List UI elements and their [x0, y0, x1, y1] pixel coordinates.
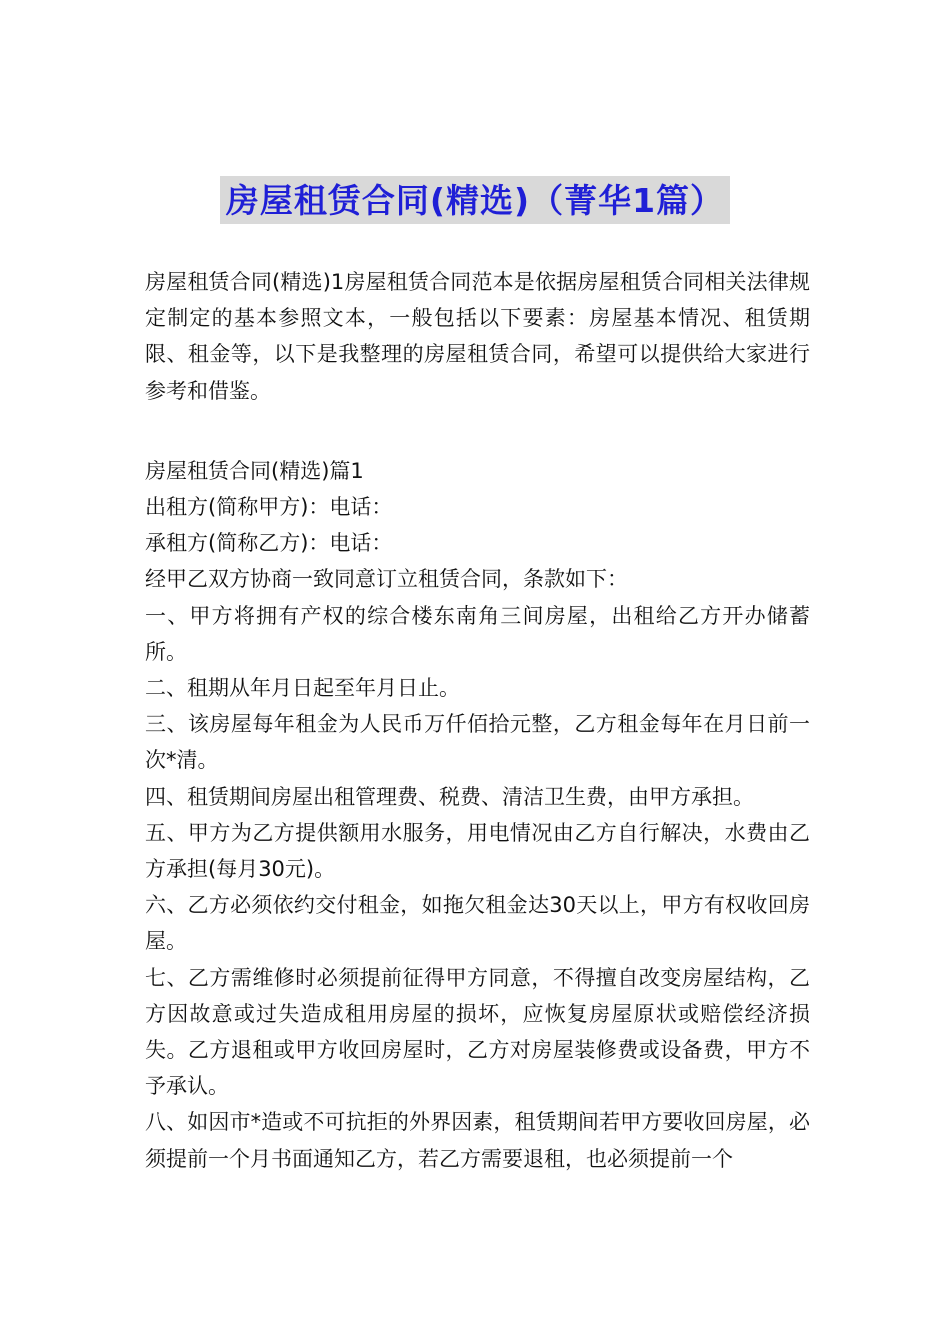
- lessor-line: 出租方(简称甲方)：电话：: [145, 495, 393, 520]
- clause-2: 二、租期从年月日起至年月日止。: [145, 676, 460, 701]
- clause-8: 八、如因市*造或不可抗拒的外界因素，租赁期间若甲方要收回房屋，必须提前一个月书面通知乙方，若乙方需要退租，也必须提前一个: [145, 1110, 810, 1171]
- paragraph-gap: [145, 409, 810, 453]
- lessee-line: 承租方(简称乙方)：电话：: [145, 531, 393, 556]
- clause-1: 一、甲方将拥有产权的综合楼东南角三间房屋，出租给乙方开办储蓄所。: [145, 603, 810, 664]
- clause-6: 六、乙方必须依约交付租金，如拖欠租金达30天以上，甲方有权收回房屋。: [145, 893, 810, 954]
- clause-5: 五、甲方为乙方提供额用水服务，用电情况由乙方自行解决，水费由乙方承担(每月30元)。: [145, 820, 810, 882]
- clause-3: 三、该房屋每年租金为人民币万仟佰拾元整，乙方租金每年在月日前一次*清。: [145, 712, 810, 773]
- clause-7: 七、乙方需维修时必须提前征得甲方同意，不得擅自改变房屋结构，乙方因故意或过失造成租用房屋的损坏，应恢复房屋原状或赔偿经济损失。乙方退租或甲方收回房屋时，乙方对房屋装修费或设备费，甲方不予承认。: [145, 965, 810, 1099]
- title-container: [0, 176, 950, 224]
- section-heading: 房屋租赁合同(精选)篇1: [145, 458, 364, 483]
- intro-paragraph: 房屋租赁合同(精选)1房屋租赁合同范本是依据房屋租赁合同相关法律规定制定的基本参照文本，一般包括以下要素：房屋基本情况、租赁期限、租金等，以下是我整理的房屋租赁合同，希望可以提供给大家进行参考和借鉴。: [145, 270, 810, 403]
- clause-4: 四、租赁期间房屋出租管理费、税费、清洁卫生费，由甲方承担。: [145, 784, 754, 809]
- document-title: 房屋租赁合同(精选)（菁华1篇）: [220, 176, 730, 224]
- agreement-line: 经甲乙双方协商一致同意订立租赁合同，条款如下：: [145, 567, 628, 592]
- document-body: [145, 264, 810, 1177]
